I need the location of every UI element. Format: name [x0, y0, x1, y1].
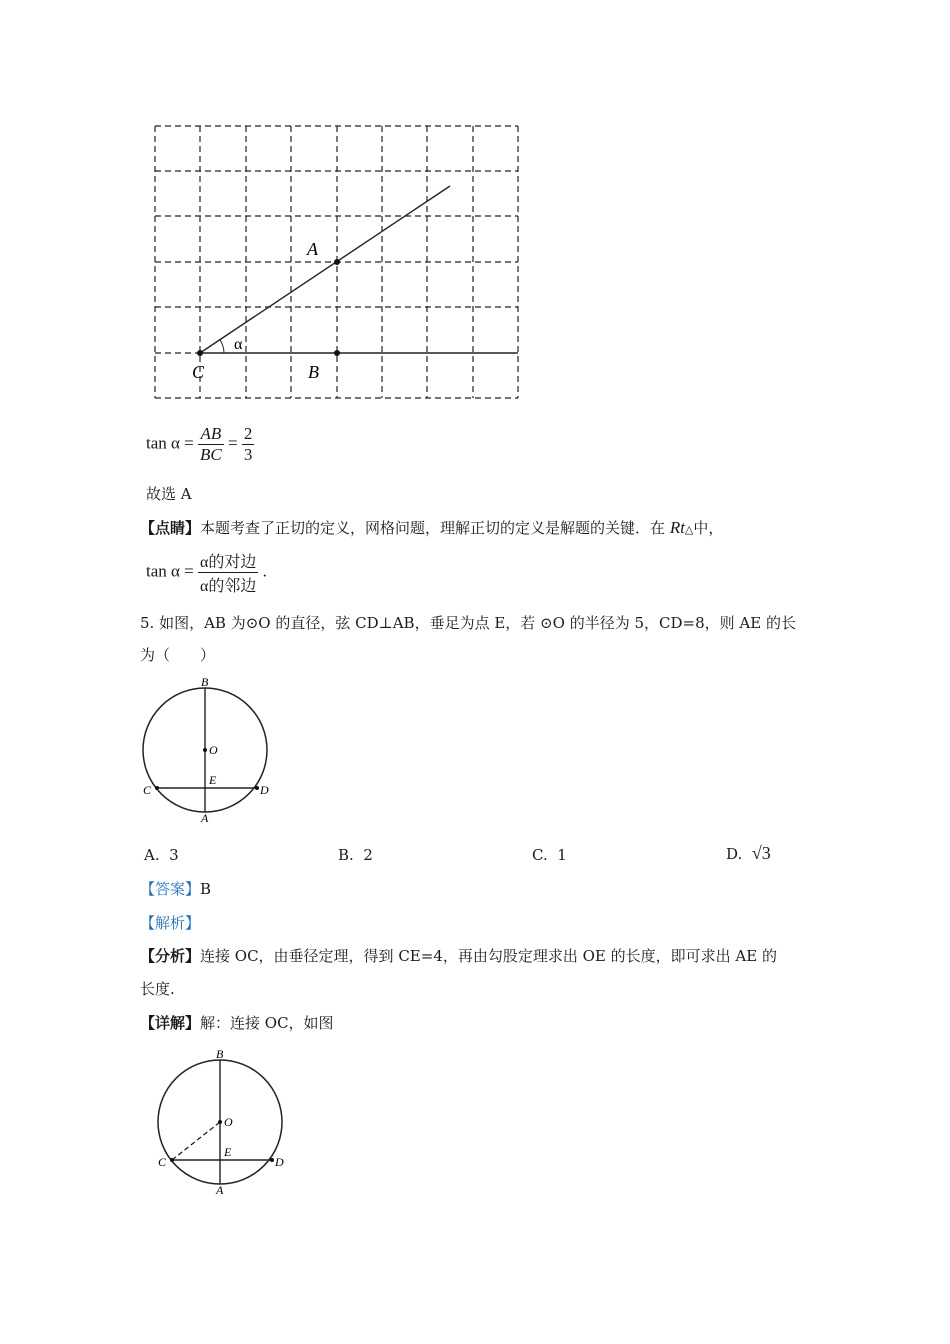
dianjing-tag: 【点睛】 — [140, 519, 201, 537]
circle2-label-d: D — [275, 1155, 284, 1169]
point-b-label: B — [308, 362, 319, 382]
analysis-tag: 【分析】 — [140, 947, 201, 965]
detail-line — [140, 1013, 334, 1033]
question-5-line2: 为（ ） — [140, 646, 216, 664]
option-c-value: 1 — [557, 846, 567, 864]
detail-text: 解：连接 OC，如图 — [200, 1014, 334, 1032]
fraction-numerator: α的对边 — [200, 554, 257, 571]
analysis-line2: 长度. — [140, 980, 175, 998]
option-b-value: 2 — [363, 846, 373, 864]
rt-symbol: Rt — [669, 518, 685, 537]
circle-figure — [135, 672, 285, 832]
fraction-denominator: α的邻边 — [198, 572, 258, 596]
fraction-ab-bc — [198, 424, 224, 465]
fraction-denominator: 3 — [243, 445, 253, 464]
dianjing-paragraph — [140, 518, 723, 540]
dianjing-text: 本题考查了正切的定义，网格问题，理解正切的定义是解题的关键．在 — [200, 519, 666, 537]
circle1-label-o: O — [209, 743, 218, 757]
option-a-value: 3 — [169, 846, 179, 864]
formula-tan-ab-bc — [146, 424, 254, 465]
fraction-opposite-adjacent — [198, 549, 258, 596]
circle1-label-e: E — [209, 773, 217, 787]
option-b-label: B. — [338, 846, 354, 864]
option-d-label: D. — [726, 845, 743, 863]
circle2-label-e: E — [224, 1145, 232, 1159]
circle2-label-o: O — [224, 1115, 233, 1129]
fraction-2-3 — [242, 424, 255, 465]
fraction-denominator: BC — [200, 445, 222, 464]
triangle-symbol: △ — [684, 523, 694, 536]
formula1-lhs: tan α = — [146, 433, 194, 453]
option-d — [726, 843, 771, 864]
choose-answer-text: 故选 A — [146, 485, 192, 503]
circle1-label-c: C — [143, 783, 152, 797]
option-a — [144, 845, 179, 865]
grid-figure — [140, 110, 540, 410]
alpha-label: α — [234, 336, 243, 353]
answer-line — [140, 879, 211, 899]
circle2-label-a: A — [216, 1183, 224, 1197]
formula2-lhs: tan α = — [146, 561, 194, 581]
dianjing-after: 中， — [693, 519, 724, 537]
circle-figure-with-oc — [150, 1044, 300, 1204]
jiexi-tag: 【解析】 — [140, 914, 201, 932]
formula-tan-definition — [146, 549, 267, 596]
option-b — [338, 845, 373, 865]
fraction-numerator: AB — [200, 424, 222, 443]
option-a-label: A. — [144, 846, 160, 864]
answer-value: B — [200, 880, 212, 898]
fraction-numerator: 2 — [243, 424, 253, 443]
detail-tag: 【详解】 — [140, 1014, 201, 1032]
point-c-label: C — [192, 362, 205, 382]
answer-tag: 【答案】 — [140, 880, 201, 898]
circle1-label-d: D — [260, 783, 269, 797]
question-5-line1: 5. 如图，AB 为⊙O 的直径，弦 CD⊥AB，垂足为点 E，若 ⊙O 的半径为 5，CD=8，则 AE 的长 — [140, 614, 796, 632]
circle2-label-b: B — [216, 1047, 224, 1061]
circle1-label-a: A — [201, 811, 209, 825]
circle1-label-b: B — [201, 675, 209, 689]
formula2-end: . — [262, 561, 267, 581]
option-c — [532, 845, 567, 865]
option-d-value: √3 — [751, 843, 771, 863]
formula1-equals: = — [228, 433, 238, 453]
circle2-label-c: C — [158, 1155, 167, 1169]
point-a-label: A — [307, 239, 318, 259]
option-c-label: C. — [532, 846, 548, 864]
analysis-line1 — [140, 946, 777, 966]
analysis-text: 连接 OC，由垂径定理，得到 CE=4，再由勾股定理求出 OE 的长度，即可求出 AE 的 — [200, 947, 777, 965]
